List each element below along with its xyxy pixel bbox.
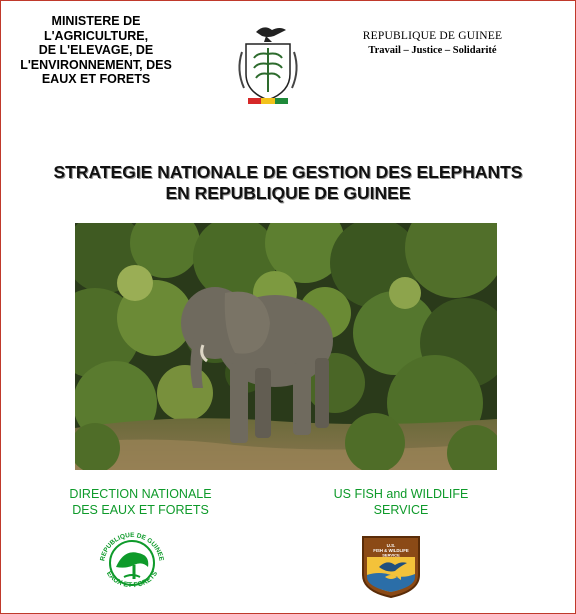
usfws-badge-icon [355,531,427,599]
usfws-line-1: US FISH and WILDLIFE [333,487,469,501]
badge-text-1: U.S. [386,543,396,548]
usfws-line-2: SERVICE [373,503,429,517]
ministry-line-5: EAUX ET FORETS [41,72,151,86]
republic-motto: Travail – Justice – Solidarité [368,45,497,56]
logo-top-text: REPUBLIQUE DE GUINEE [99,531,165,562]
elephant-photo [75,223,497,470]
title-line-2: EN REPUBLIQUE DE GUINEE [165,183,411,203]
ministry-heading [8,14,184,87]
direction-line-2: DES EAUX ET FORETS [72,503,209,517]
logo-bottom-text: EAUX ET FORETS [104,570,160,590]
coat-of-arms-icon [228,22,308,110]
direction-line-1: DIRECTION NATIONALE [69,487,212,501]
ministry-line-1: MINISTERE DE [51,14,141,28]
republic-name: REPUBLIQUE DE GUINEE [362,30,503,42]
direction-nationale-label [48,486,233,518]
republic-heading [345,30,520,56]
badge-text-2: FISH & WILDLIFE [373,548,409,553]
eaux-forets-logo-icon [94,527,170,593]
ministry-line-2: L'AGRICULTURE, [43,28,149,43]
document-title [0,162,576,204]
ministry-line-3: DE L'ELEVAGE, DE [38,43,154,57]
badge-text-3: SERVICE [382,552,400,558]
title-line-1: STRATEGIE NATIONALE DE GESTION DES ELEPHANTS [53,162,523,182]
us-fish-wildlife-label [316,486,486,518]
ministry-line-4: L'ENVIRONNEMENT, DES [20,57,172,72]
